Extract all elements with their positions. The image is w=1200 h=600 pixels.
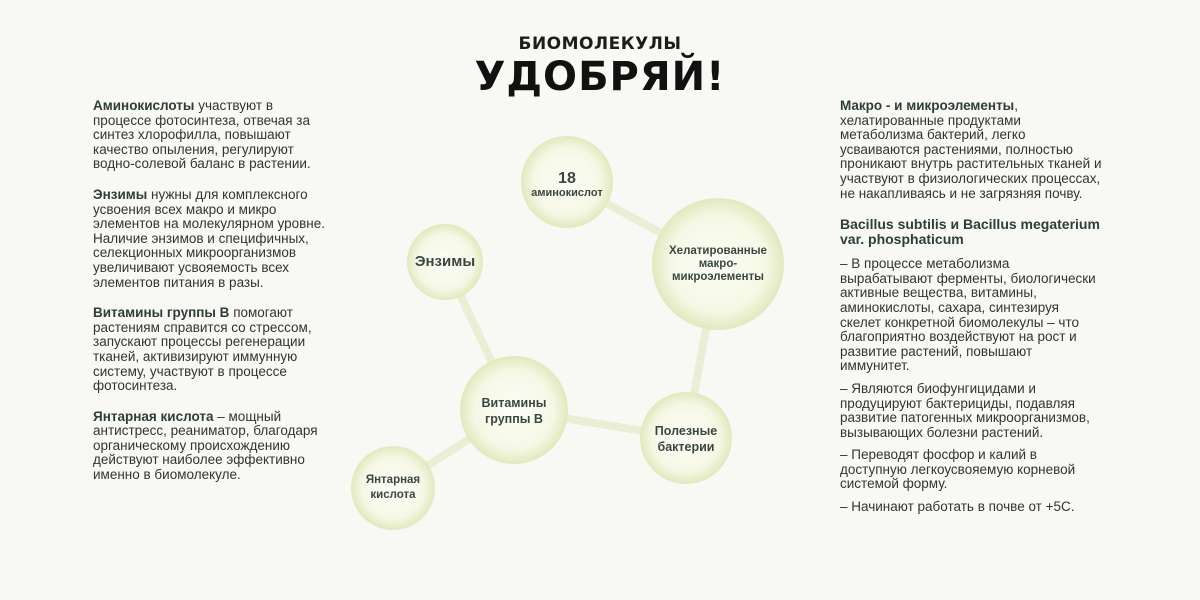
term-enzymes: Энзимы [93, 186, 148, 202]
term-succinic: Янтарная кислота [93, 408, 214, 424]
node-chelated-label-1: Хелатированные [669, 245, 767, 257]
node-vitamins-label-2: группы В [485, 412, 543, 426]
node-chelated-label-2: макро- [698, 258, 738, 270]
term-amino: Аминокислоты [93, 98, 195, 113]
node-bacteria-label-2: бактерии [657, 440, 715, 454]
node-succinic [351, 446, 435, 530]
bacteria-point: – Переводят фосфор и калий в доступную легкоусвояемую корневой системой форму. [840, 447, 1076, 492]
node-enzymes-label: Энзимы [414, 253, 476, 270]
bacteria-point: – Являются биофунгицидами и продуцируют бактерициды, подавляя развитие патогенных микроорганизмов, вызывающих болезни растений. [840, 380, 1090, 440]
page-title: УДОБРЯЙ! [474, 54, 726, 100]
term-macro-micro: Макро - и микроэлементы [840, 98, 1015, 113]
desc-vitamins: помогают растениям справится со стрессом, запускают процессы регенерации тканей, активизируют иммунную систему, участвуют в процессе фотосинтеза. [93, 305, 312, 394]
bacteria-point: – Начинают работать в почве от +5С. [840, 499, 1075, 515]
desc-amino: участвуют в процессе фотосинтеза, отвечая за синтез хлорофилла, повышают качество опыления, регулируют водно-солевой баланс в растении. [93, 98, 311, 172]
desc-succinic: – мощный антистресс, реаниматор, благодаря органическому происхождению действуют наиболее эффективно именно в биомолекуле. [93, 408, 318, 483]
bacteria-point: – В процессе метаболизма вырабатывают ферменты, биологически активные вещества, витамины, аминокислоты, сахара, синтезируя скелет конкретной биомолекулы – что благоприятно воздействуют на рост и развитие растений, повышают иммунитет. [840, 256, 1096, 374]
desc-macro-micro: , хелатированные продуктами метаболизма бактерий, легко усваиваются растениями, полностью проникают внутрь растительных тканей и участвуют в физиологических процессах, не накапливаясь и не загрязняя почву. [840, 98, 1102, 201]
node-succinic-label-2: кислота [370, 489, 416, 501]
header-kicker: БИОМОЛЕКУЛЫ [518, 34, 682, 54]
desc-enzymes: нужны для комплексного усвоения всех макро и микро элементов на молекулярном уровне. Наличие энзимов и специфичных, селекционных микроорганизмов увеличивают усвояемость всех элементов питания в разы. [93, 186, 325, 290]
term-vitamins: Витамины группы В [93, 305, 230, 321]
node-succinic-label-1: Янтарная [365, 474, 421, 486]
node-chelated-label-3: микроэлементы [672, 271, 764, 283]
node-bacteria [640, 392, 732, 484]
node-vitamins-label-1: Витамины [481, 396, 547, 410]
node-amino-label: аминокислот [531, 187, 603, 199]
node-bacteria-label-1: Полезные [654, 424, 718, 438]
node-vitamins [460, 356, 568, 464]
node-amino-number: 18 [558, 170, 576, 187]
bacteria-title: Bacillus subtilis и Bacillus megaterium var. phosphaticum [840, 216, 1100, 248]
